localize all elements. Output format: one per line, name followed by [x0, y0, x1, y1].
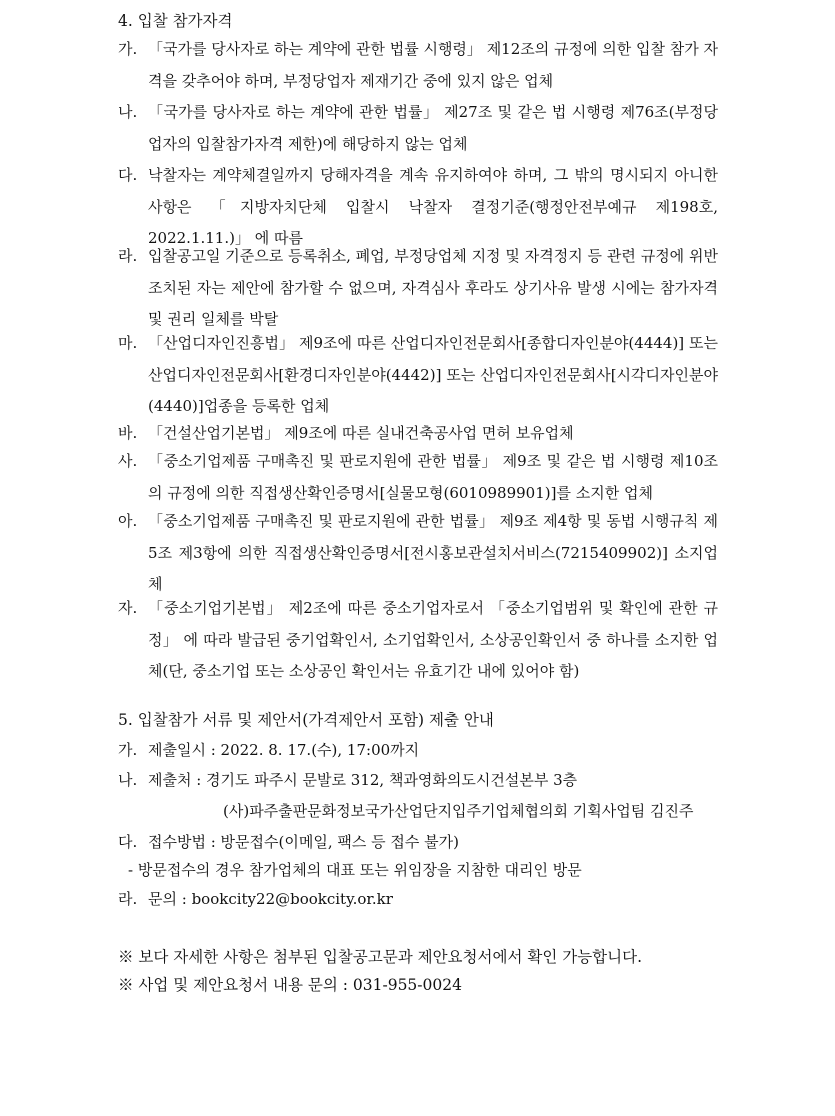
item-text: 입찰공고일 기준으로 등록취소, 폐업, 부정당업체 지정 및 자격정지 등 관련 규정에 위반 조치된 자는 제안에 참가할 수 없으며, 자격심사 후라도 상기사유 발생 시에는 참가자격 및 권리 일체를 박탈 — [148, 247, 718, 328]
item-label: 가. — [118, 40, 138, 58]
item-label: 다. — [118, 166, 138, 184]
note-details: ※ 보다 자세한 사항은 첨부된 입찰공고문과 제안요청서에서 확인 가능합니다. — [118, 948, 643, 966]
item-text: 「중소기업제품 구매촉진 및 판로지원에 관한 법률」 제9조 제4항 및 동법 시행규칙 제5조 제3항에 의한 직접생산확인증명서[전시홍보관설치서비스(7215409902)] 소지업체 — [148, 512, 718, 593]
item-label: 바. — [118, 424, 138, 442]
item-label: 라. — [118, 247, 138, 265]
submission-method: 접수방법 : 방문접수(이메일, 팩스 등 접수 불가) — [148, 833, 459, 851]
qualification-item-ra — [118, 241, 718, 336]
item-label: 자. — [118, 599, 138, 617]
submission-date-label: 가. — [118, 741, 138, 759]
submission-organization: (사)파주출판문화정보국가산업단지입주기업체협의회 기획사업팀 김진주 — [223, 802, 694, 820]
item-text: 낙찰자는 계약체결일까지 당해자격을 계속 유지하여야 하며, 그 밖의 명시되지 아니한 사항은 「지방자치단체 입찰시 낙찰자 결정기준(행정안전부예규 제198호, 2022.1.11.)」 에 따름 — [148, 166, 718, 247]
submission-place: 제출처 : 경기도 파주시 문발로 312, 책과영화의도시건설본부 3층 — [148, 771, 578, 789]
qualification-item-ja — [118, 593, 718, 688]
item-label: 아. — [118, 512, 138, 530]
item-text: 「중소기업기본법」 제2조에 따른 중소기업자로서 「중소기업범위 및 확인에 관한 규정」 에 따라 발급된 중기업확인서, 소기업확인서, 소상공인확인서 중 하나를 소지한 업체(단, 중소기업 또는 소상공인 확인서는 유효기간 내에 있어야 함) — [148, 599, 718, 680]
section-5-heading: 5. 입찰참가 서류 및 제안서(가격제안서 포함) 제출 안내 — [118, 711, 494, 729]
item-text: 「건설산업기본법」 제9조에 따른 실내건축공사업 면허 보유업체 — [148, 424, 574, 442]
item-label: 사. — [118, 452, 138, 470]
qualification-item-ga — [118, 34, 718, 97]
section-4-heading: 4. 입찰 참가자격 — [118, 12, 233, 30]
item-text: 「국가를 당사자로 하는 계약에 관한 법률 시행령」 제12조의 규정에 의한 입찰 참가 자격을 갖추어야 하며, 부정당업자 제재기간 중에 있지 않은 업체 — [148, 40, 718, 90]
item-label: 나. — [118, 103, 138, 121]
note-phone-inquiry: ※ 사업 및 제안요청서 내용 문의 : 031-955-0024 — [118, 976, 462, 994]
qualification-item-na — [118, 97, 718, 160]
submission-method-note: - 방문접수의 경우 참가업체의 대표 또는 위임장을 지참한 대리인 방문 — [128, 861, 582, 879]
item-text: 「중소기업제품 구매촉진 및 판로지원에 관한 법률」 제9조 및 같은 법 시행령 제10조의 규정에 의한 직접생산확인증명서[실물모형(6010989901)]를 소지한 업체 — [148, 452, 718, 502]
submission-date: 제출일시 : 2022. 8. 17.(수), 17:00까지 — [148, 741, 420, 759]
qualification-item-ma — [118, 328, 718, 423]
contact-email: 문의 : bookcity22@bookcity.or.kr — [148, 890, 393, 908]
submission-method-label: 다. — [118, 833, 138, 851]
qualification-item-a — [118, 506, 718, 601]
item-label: 마. — [118, 334, 138, 352]
qualification-item-sa — [118, 446, 718, 509]
submission-place-label: 나. — [118, 771, 138, 789]
contact-label: 라. — [118, 890, 138, 908]
item-text: 「산업디자인진흥법」 제9조에 따른 산업디자인전문회사[종합디자인분야(4444)] 또는 산업디자인전문회사[환경디자인분야(4442)] 또는 산업디자인전문회사[시각디자인분야(4440)]업종을 등록한 업체 — [148, 334, 718, 415]
item-text: 「국가를 당사자로 하는 계약에 관한 법률」 제27조 및 같은 법 시행령 제76조(부정당업자의 입찰참가자격 제한)에 해당하지 않는 업체 — [148, 103, 718, 153]
qualification-item-ba — [118, 418, 718, 450]
